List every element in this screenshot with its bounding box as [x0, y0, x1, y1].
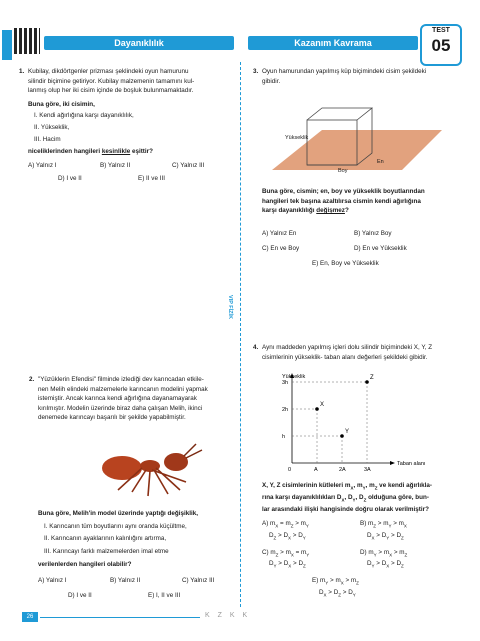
question-2: [29, 375, 238, 423]
q3-option-d[interactable]: D) En ve Yükseklik: [354, 245, 407, 252]
q3-option-c[interactable]: C) En ve Boy: [262, 245, 300, 252]
q3-options: [262, 226, 467, 271]
q1-options-row2: [28, 174, 238, 184]
side-label-top: [2, 30, 12, 60]
q1-item-2: II. Yükseklik,: [34, 123, 70, 131]
q1-option-b[interactable]: B) Yalnız II: [100, 161, 131, 169]
q4-text-2: cisimlerinin yükseklik- taban alanı değerleri şekildeki gibidir.: [262, 353, 428, 361]
q2-option-c[interactable]: C) Yalnız III: [182, 576, 215, 584]
q1-question-c: eşittir?: [130, 148, 153, 156]
q4-question-3: lar arasındaki ilişki hangisinde doğru olarak verilmiştir?: [262, 505, 429, 513]
q2-lead: Buna göre, Melih'in model üzerinde yaptığı değişiklik,: [38, 510, 198, 517]
left-title: Dayanıklılık: [114, 38, 164, 48]
q1-number: 1.: [19, 68, 25, 75]
ant-illustration: [96, 440, 206, 500]
question-3: [253, 67, 467, 86]
chart-xtick: A: [314, 467, 318, 473]
page-number-bar: [22, 612, 38, 622]
q3-option-a[interactable]: A) Yalnız En: [262, 230, 297, 237]
cube-label-height: Yükseklik: [285, 135, 309, 141]
q2-options-row2: [38, 591, 243, 601]
page-number: 26: [26, 614, 34, 620]
cube-label-length: Boy: [338, 168, 348, 174]
test-number: 05: [431, 36, 451, 55]
question-2-cont: [38, 509, 243, 600]
q3-question: [262, 187, 467, 216]
q2-number: 2.: [29, 376, 35, 383]
q4-number: 4.: [253, 344, 259, 351]
q4-q-e: , m: [365, 482, 375, 489]
test-badge: [420, 24, 462, 66]
q1-question-b: kesinlikle: [101, 148, 131, 156]
right-title-bar: [248, 36, 418, 50]
q2-text-2: nen Melih elindeki malzemelerle karıncanın modelini yapmak: [38, 385, 208, 393]
chart-point-label: Y: [345, 429, 350, 435]
q3-text-2: gibidir.: [262, 77, 281, 85]
q1-option-d[interactable]: D) I ve II: [58, 175, 82, 183]
q4-q-g: ve kendi ağırlıkla-: [377, 482, 433, 489]
q4-q-d: Y: [362, 485, 366, 491]
q1-question: [28, 147, 238, 157]
q4-q-a: X, Y, Z cisimlerinin kütleleri m: [262, 482, 351, 489]
q1-text-2: silindir biçimine getiriyor. Kubilay malzemenin tamamını kul-: [28, 77, 195, 85]
q3-number: 3.: [253, 68, 259, 75]
q1-lead: Buna göre, iki cisimin,: [28, 100, 95, 108]
q1-item-1: I. Kendi ağırlığına karşı dayanıklılık,: [34, 112, 134, 120]
qr-code: [14, 28, 40, 54]
q2-text-3: istemiştir. Ancak karınca kendi ağırlığına dayanamayarak: [38, 395, 197, 403]
q1-text-1: Kubilay, dikdörtgenler prizması şeklindeki oyun hamurunu: [28, 68, 189, 75]
side-label: VIP FİZİK: [227, 295, 233, 320]
q2-option-a[interactable]: A) Yalnız I: [38, 576, 67, 584]
q3-question-2: hangileri tek başına azaltılırsa cismin kendi ağırlığına: [262, 197, 421, 205]
q2-option-d[interactable]: D) I ve II: [68, 591, 92, 599]
chart-point-label: Z: [370, 375, 374, 381]
question-4: [253, 343, 472, 362]
q3-question-3: [262, 206, 467, 216]
q4-q2: rına karşı dayanıklılıkları D: [262, 493, 342, 501]
q1-option-e[interactable]: E) II ve III: [138, 175, 165, 183]
q4-option-a[interactable]: A) $m_X = m_Z > m_Y$ $D_Z > D_X > D_Y$: [262, 520, 309, 540]
footer-line: [40, 617, 200, 618]
q1-option-c[interactable]: C) Yalnız III: [172, 161, 205, 169]
chart-xtick: 2A: [339, 467, 346, 473]
chart-xlabel: Taban alanı: [397, 461, 426, 467]
q3-text-1: Oyun hamurundan yapılmış küp biçimindeki cisim şekildeki: [262, 68, 427, 75]
q2-option-e[interactable]: E) I, II ve III: [148, 591, 181, 599]
cube-label-width: En: [377, 159, 384, 165]
q4-option-e[interactable]: E) $m_Y > m_X > m_Z$ $D_X > D_Z > D_Y$: [312, 577, 359, 597]
q2-text-5: denemede karıncayı başarılı bir şekilde yapabilmiştir.: [38, 414, 186, 422]
q4-question-2: rına karşı dayanıklılıkları $D_X$, $D_Y$, $D_Z$ olduğuna göre, bun-: [262, 493, 429, 503]
q4-option-b[interactable]: B) $m_Z > m_Y > m_X$ $D_X > D_Y > D_Z$: [360, 520, 407, 540]
q2-item-3: III. Karıncayı farklı malzemelerden imal etme: [44, 547, 169, 555]
q4-chart: [262, 368, 462, 478]
chart-point-label: X: [320, 402, 325, 408]
q4-q-c: , m: [353, 482, 363, 489]
q4-options: [262, 519, 472, 600]
q2-text-4: kırılmıştır. Modelin üzerinde biraz daha çalışan Melih, ikinci: [38, 404, 203, 412]
q2-question: verilenlerden hangileri olabilir?: [38, 561, 132, 569]
q2-options-row1: [38, 576, 243, 586]
q1-item-3: III. Hacim: [34, 135, 61, 143]
q3-question-3b: değişmez: [316, 207, 345, 215]
chart-xtick: 3A: [364, 467, 371, 473]
chart-point-y: [340, 434, 344, 438]
chart-ylabel: Yükseklik: [282, 374, 306, 380]
q4-question: [262, 481, 472, 514]
chart-ytick: 3h: [282, 380, 289, 386]
q1-options-row1: [28, 161, 238, 171]
q1-question-a: niceliklerinden hangileri: [28, 148, 102, 156]
q3-question-3c: ?: [344, 207, 349, 215]
q3-option-e[interactable]: E) En, Boy ve Yükseklik: [312, 260, 379, 267]
q4-option-c[interactable]: C) $m_Z > m_X = m_Y$ $D_Y > D_X > D_Z$: [262, 548, 310, 569]
q4-q-f: Z: [374, 485, 378, 491]
q4-option-d[interactable]: D) $m_Y > m_X > m_Z$ $D_Y > D_X > D_Z$: [360, 548, 408, 569]
q4-question-1: [262, 481, 472, 493]
footer-marks: K Z K K: [205, 612, 251, 619]
chart-ytick: h: [282, 434, 286, 440]
q3-option-b[interactable]: B) Yalnız Boy: [354, 230, 392, 237]
question-1: [19, 67, 238, 184]
q1-option-a[interactable]: A) Yalnız I: [28, 161, 57, 169]
chart-ytick: 2h: [282, 407, 289, 413]
chart-point-x: [315, 407, 319, 411]
chart-origin: 0: [288, 467, 292, 473]
q2-item-1: I. Karıncanın tüm boyutlarını aynı oranda küçültme,: [44, 522, 187, 530]
q1-text-3: lanmış olup her iki cisim içinde de boşluk bulunmamaktadır.: [28, 87, 194, 95]
q2-option-b[interactable]: B) Yalnız II: [110, 576, 141, 584]
q4-q-b: X: [350, 485, 354, 491]
q3-question-1: Buna göre, cismin; en, boy ve yükseklik boyutlarından: [262, 188, 425, 195]
left-title-bar: [44, 36, 234, 50]
right-title: Kazanım Kavrama: [294, 38, 372, 48]
q2-text-1: "Yüzüklerin Efendisi" filminde izlediği dev karıncadan etkile-: [38, 376, 204, 383]
test-label: TEST: [432, 27, 450, 34]
q2-item-2: II. Karıncanın ayaklarının kalınlığını artırma,: [44, 535, 167, 543]
q3-question-3a: karşı dayanıklılığı: [262, 207, 317, 215]
q4-text-1: Aynı maddeden yapılmış içleri dolu silindir biçimindeki X, Y, Z: [262, 344, 433, 351]
chart-point-z: [365, 380, 369, 384]
